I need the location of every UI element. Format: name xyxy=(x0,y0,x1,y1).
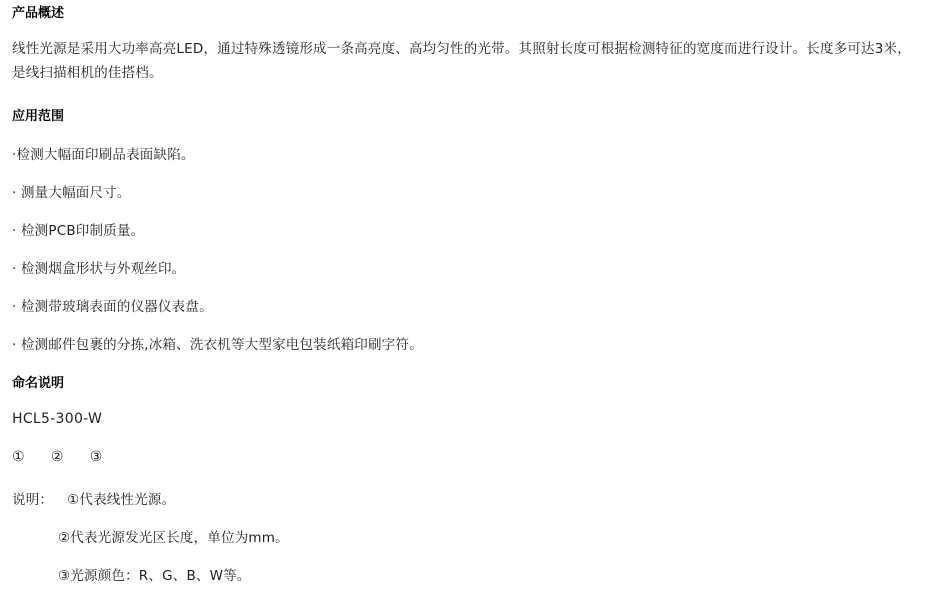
marker-three: ③ xyxy=(89,449,103,465)
marker-two: ② xyxy=(50,449,64,465)
list-item: · 检测邮件包裹的分拣,冰箱、洗衣机等大型家电包装纸箱印刷字符。 xyxy=(12,337,423,353)
list-item: ·检测大幅面印刷品表面缺陷。 xyxy=(12,147,195,163)
naming-note: ②代表光源发光区长度，单位为mm。 xyxy=(58,530,289,546)
list-item: · 检测带玻璃表面的仪器仪表盘。 xyxy=(12,299,213,315)
marker-one: ① xyxy=(12,449,25,465)
list-item: · 检测PCB印制质量。 xyxy=(12,223,145,239)
naming-note-text: ①代表线性光源。 xyxy=(67,492,176,508)
list-item: · 检测烟盒形状与外观丝印。 xyxy=(12,261,186,277)
naming-note-label: 说明： xyxy=(12,492,54,508)
naming-note xyxy=(12,488,175,508)
naming-markers xyxy=(12,449,103,465)
section-body-overview: 线性光源是采用大功率高亮LED，通过特殊透镜形成一条高亮度、高均匀性的光带。其照射长度可根据检测特征的宽度而进行设计。长度多可达3米，是线扫描相机的佳搭档。 xyxy=(12,41,911,81)
section-title-overview: 产品概述 xyxy=(12,6,65,21)
naming-note: ③光源颜色：R、G、B、W等。 xyxy=(58,568,251,584)
section-title-scope: 应用范围 xyxy=(12,109,65,124)
section-title-naming: 命名说明 xyxy=(12,376,65,391)
model-code: HCL5-300-W xyxy=(12,411,103,427)
list-item: · 测量大幅面尺寸。 xyxy=(12,185,131,201)
